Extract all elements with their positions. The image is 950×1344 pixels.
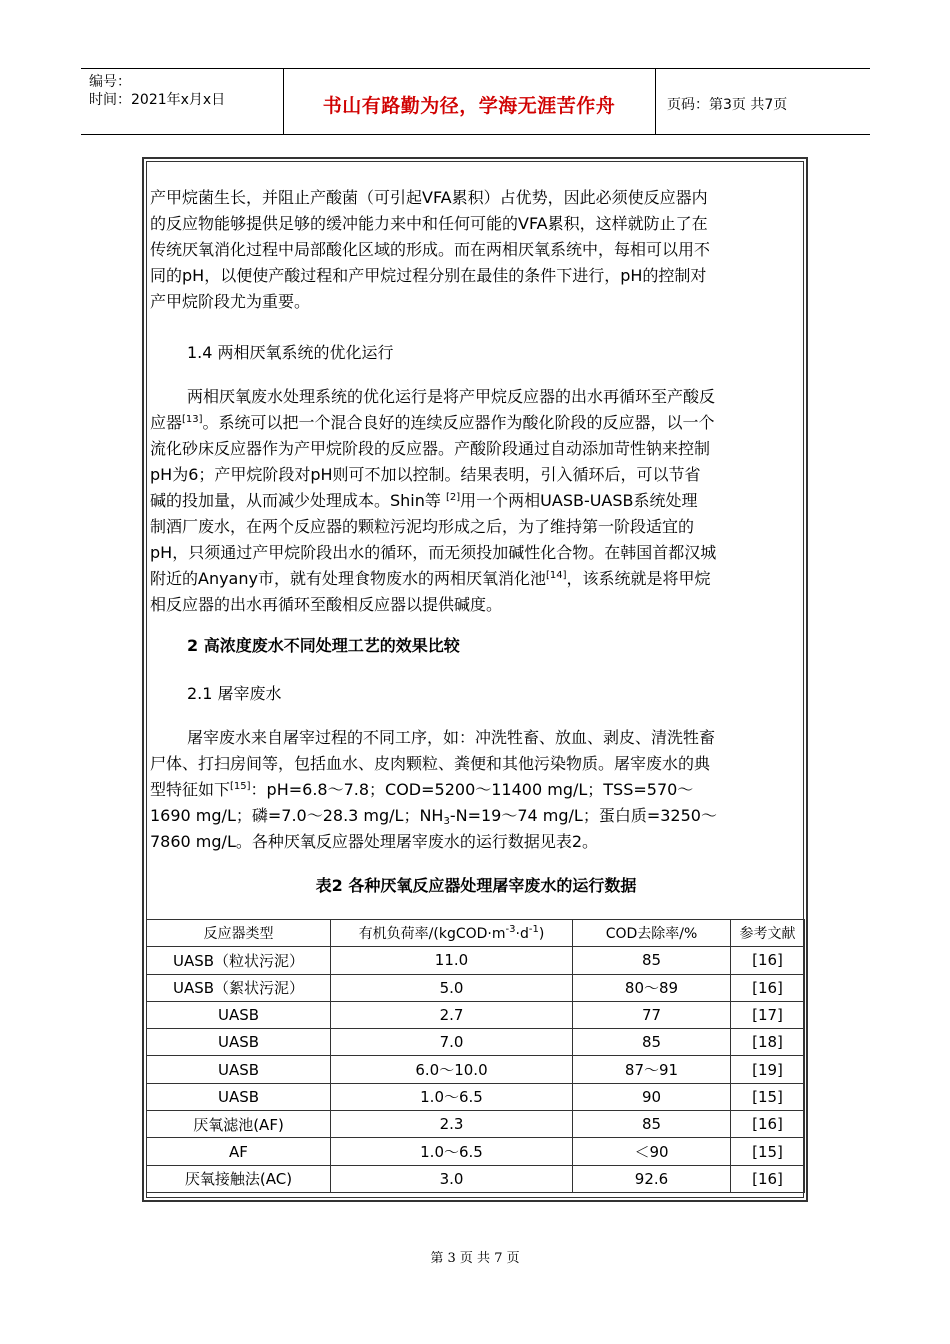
cell-organic-load: 11.0 <box>331 947 573 974</box>
cell-reactor-type: UASB <box>147 1001 331 1028</box>
cell-reference: [16] <box>731 1165 805 1192</box>
text-line: 流化砂床反应器作为产甲烷阶段的反应器。产酸阶段通过自动添加苛性钠来控制 <box>150 439 711 458</box>
cell-reference: [16] <box>731 1111 805 1138</box>
section-heading-2-1: 2.1 屠宰废水 <box>187 684 282 703</box>
header-page-info: 页码：第3页 共7页 <box>667 97 788 113</box>
text-line: 同的pH，以便使产酸过程和产甲烷过程分别在最佳的条件下进行，pH的控制对 <box>150 266 707 285</box>
header-reactor-type: 反应器类型 <box>147 920 331 947</box>
citation: [2] <box>445 492 461 503</box>
header-divider <box>655 69 656 134</box>
text-line: 两相厌氧废水处理系统的优化运行是将产甲烷反应器的出水再循环至产酸反 <box>187 387 716 406</box>
text-line: 附近的Anyany市，就有处理食物废水的两相厌氧消化池[14]，该系统就是将甲烷 <box>150 569 711 588</box>
table-row <box>147 1029 805 1056</box>
cell-cod-removal: 85 <box>573 947 731 974</box>
cell-organic-load: 5.0 <box>331 974 573 1001</box>
text-line: 应器[13]。系统可以把一个混合良好的连续反应器作为酸化阶段的反应器，以一个 <box>150 413 715 432</box>
cell-reactor-type: UASB <box>147 1083 331 1110</box>
table-row <box>147 947 805 974</box>
cell-cod-removal: 92.6 <box>573 1165 731 1192</box>
cell-cod-removal: 77 <box>573 1001 731 1028</box>
page-header <box>81 68 870 135</box>
text-line: 屠宰废水来自屠宰过程的不同工序，如：冲洗牲畜、放血、剥皮、清洗牲畜 <box>187 728 716 747</box>
cell-reactor-type: UASB <box>147 1029 331 1056</box>
cell-cod-removal: 80～89 <box>573 974 731 1001</box>
text-line: 7860 mg/L。各种厌氧反应器处理屠宰废水的运行数据见表2。 <box>150 832 599 851</box>
text-line: 产甲烷阶段尤为重要。 <box>150 292 311 311</box>
text-line: pH，只须通过产甲烷阶段出水的循环，而无须投加碱性化合物。在韩国首都汉城 <box>150 543 717 562</box>
header-cod-removal: COD去除率/% <box>573 920 731 947</box>
section-heading-2: 2 高浓度废水不同处理工艺的效果比较 <box>187 636 460 655</box>
document-date: 时间：2021年x月x日 <box>89 92 226 108</box>
document-number-label: 编号： <box>89 74 131 90</box>
table-header-row <box>147 920 805 947</box>
table-row <box>147 1001 805 1028</box>
cell-reactor-type: 厌氧接触法(AC) <box>147 1165 331 1192</box>
cell-cod-removal: 87～91 <box>573 1056 731 1083</box>
cell-organic-load: 1.0～6.5 <box>331 1138 573 1165</box>
reactor-data-table <box>146 919 805 1193</box>
paragraph-slaughter-wastewater <box>150 725 802 855</box>
text-line: 型特征如下[15]：pH=6.8～7.8；COD=5200～11400 mg/L；TSS=570～ <box>150 780 694 799</box>
cell-cod-removal: 90 <box>573 1083 731 1110</box>
cell-reference: [15] <box>731 1083 805 1110</box>
text-line: 碱的投加量，从而减少处理成本。Shin等 [2]用一个两相UASB-UASB系统处理 <box>150 491 698 510</box>
cell-cod-removal: ＜90 <box>573 1138 731 1165</box>
cell-reactor-type: UASB（粒状污泥） <box>147 947 331 974</box>
table-row <box>147 1111 805 1138</box>
cell-organic-load: 2.3 <box>331 1111 573 1138</box>
cell-reference: [16] <box>731 947 805 974</box>
citation: [13] <box>182 414 203 425</box>
cell-reactor-type: UASB <box>147 1056 331 1083</box>
citation: [14] <box>545 570 567 581</box>
text-line: 相反应器的出水再循环至酸相反应器以提供碱度。 <box>150 595 503 614</box>
cell-reference: [18] <box>731 1029 805 1056</box>
page-footer: 第 3 页 共 7 页 <box>430 1251 520 1266</box>
table-row <box>147 1165 805 1192</box>
text-line: 1690 mg/L；磷=7.0～28.3 mg/L；$NH_3-N=19\sim 74$ mg/L；蛋白质=3250～ <box>150 806 717 827</box>
text-line: 传统厌氧消化过程中局部酸化区域的形成。而在两相厌氧系统中，每相可以用不 <box>150 240 711 259</box>
text-line: 的反应物能够提供足够的缓冲能力来中和任何可能的VFA累积，这样就防止了在 <box>150 214 708 233</box>
section-heading-1-4: 1.4 两相厌氧系统的优化运行 <box>187 343 394 362</box>
header-reference: 参考文献 <box>731 920 805 947</box>
cell-cod-removal: 85 <box>573 1029 731 1056</box>
cell-cod-removal: 85 <box>573 1111 731 1138</box>
citation: [15] <box>230 781 251 792</box>
header-slogan: 书山有路勤为径，学海无涯苦作舟 <box>322 95 616 117</box>
cell-reference: [19] <box>731 1056 805 1083</box>
cell-reactor-type: 厌氧滤池(AF) <box>147 1111 331 1138</box>
cell-organic-load: 7.0 <box>331 1029 573 1056</box>
paragraph-optimization <box>150 384 802 618</box>
cell-organic-load: 1.0～6.5 <box>331 1083 573 1110</box>
paragraph-buffer-capacity <box>150 185 802 315</box>
table-row <box>147 1083 805 1110</box>
table-row <box>147 974 805 1001</box>
text-line: 产甲烷菌生长，并阻止产酸菌（可引起VFA累积）占优势，因此必须使反应器内 <box>150 188 708 207</box>
cell-organic-load: 6.0～10.0 <box>331 1056 573 1083</box>
text-line: 尸体、打扫房间等，包括血水、皮肉颗粒、粪便和其他污染物质。屠宰废水的典 <box>150 754 711 773</box>
cell-reference: [15] <box>731 1138 805 1165</box>
table-row <box>147 1138 805 1165</box>
cell-organic-load: 2.7 <box>331 1001 573 1028</box>
table-row <box>147 1056 805 1083</box>
text-line: pH为6；产甲烷阶段对pH则可不加以控制。结果表明，引入循环后，可以节省 <box>150 465 701 484</box>
cell-organic-load: 3.0 <box>331 1165 573 1192</box>
header-organic-load: 有机负荷率$/(kgCOD\cdot m^{-3}\cdot d^{-1})$ <box>331 920 573 947</box>
text-line: 制酒厂废水，在两个反应器的颗粒污泥均形成之后，为了维持第一阶段适宜的 <box>150 517 695 536</box>
cell-reactor-type: AF <box>147 1138 331 1165</box>
cell-reactor-type: UASB（絮状污泥） <box>147 974 331 1001</box>
table-caption: 表2 各种厌氧反应器处理屠宰废水的运行数据 <box>315 876 637 895</box>
cell-reference: [17] <box>731 1001 805 1028</box>
cell-reference: [16] <box>731 974 805 1001</box>
